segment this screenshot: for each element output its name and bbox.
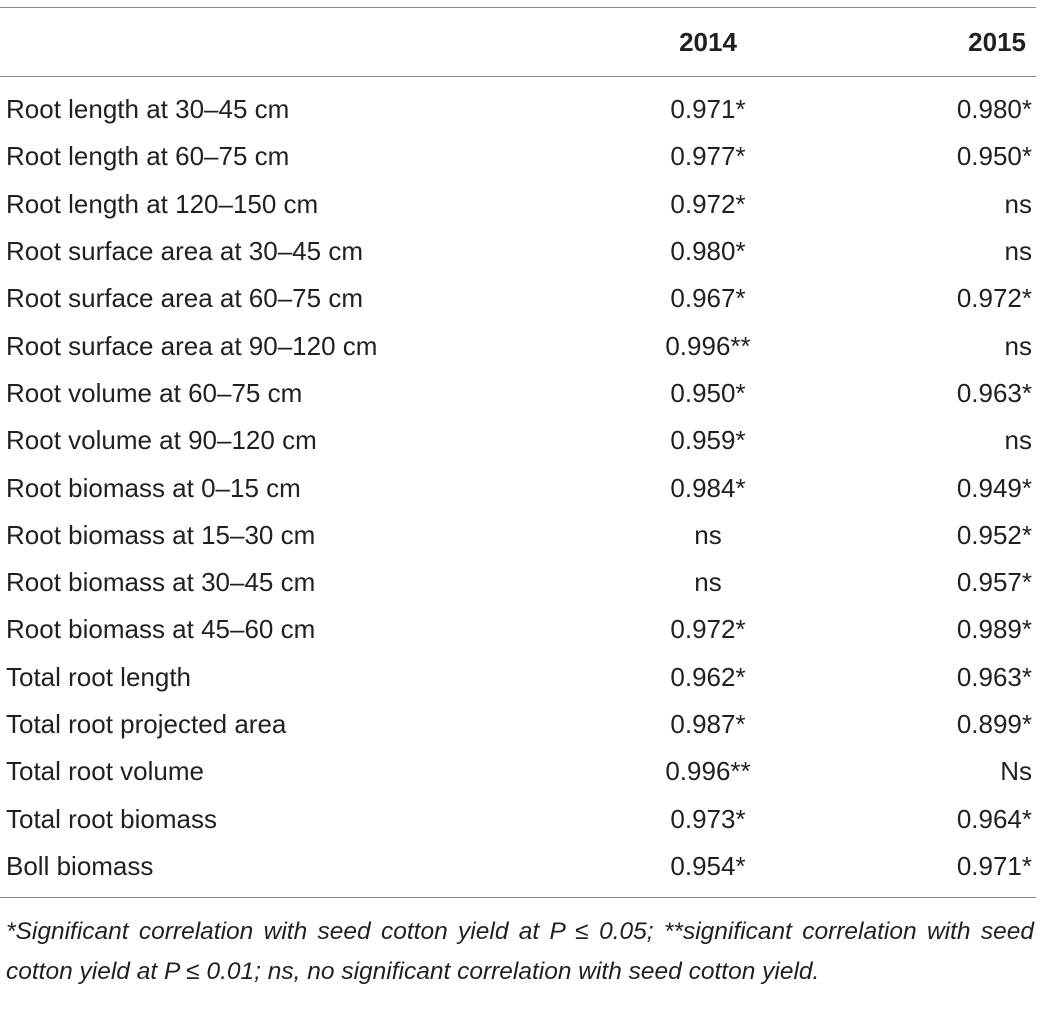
- header-row: [0, 8, 1036, 76]
- value-2014: 0.973*: [670, 803, 746, 834]
- value-2014: 0.980*: [670, 236, 746, 267]
- value-2014: 0.987*: [670, 709, 746, 739]
- value-2014: ns: [694, 519, 722, 550]
- table-footnote: *Significant correlation with seed cotton yield at P ≤ 0.05; **significant correlation with seed cotton yield at P ≤ 0.01; ns, no significant correlation with seed cotton yield.: [6, 918, 1034, 985]
- value-2014: 0.972*: [670, 188, 746, 219]
- value-2015: 0.989*: [956, 614, 1032, 645]
- value-2015: 0.952*: [956, 519, 1032, 550]
- row-label: Root biomass at 30–45 cm: [6, 567, 316, 598]
- value-2015: 0.964*: [956, 803, 1032, 834]
- value-2014: 0.977*: [670, 141, 746, 172]
- value-2015: Ns: [1000, 756, 1032, 787]
- value-2014: 0.950*: [670, 377, 746, 408]
- row-label: Root biomass at 15–30 cm: [6, 519, 316, 550]
- row-label: Root volume at 90–120 cm: [6, 425, 317, 456]
- header-2015: 2015: [968, 26, 1026, 57]
- value-2015: ns: [1004, 330, 1032, 361]
- value-2015: 0.957*: [956, 567, 1032, 598]
- row-label: Root surface area at 60–75 cm: [6, 283, 363, 314]
- row-label: Root surface area at 30–45 cm: [6, 236, 363, 267]
- table-row: [0, 795, 1036, 842]
- table-row: [0, 417, 1036, 464]
- value-2014: 0.959*: [670, 425, 746, 456]
- value-2014: 0.971*: [670, 94, 746, 125]
- value-2014: 0.972*: [670, 614, 746, 645]
- value-2015: 0.963*: [956, 661, 1032, 692]
- row-label: Root length at 60–75 cm: [6, 141, 290, 172]
- row-label: Root surface area at 90–120 cm: [6, 330, 378, 361]
- row-label: Total root biomass: [6, 803, 217, 834]
- value-2014: 0.962*: [670, 661, 746, 692]
- row-label: Boll biomass: [6, 850, 154, 881]
- value-2014: 0.967*: [670, 283, 746, 314]
- bottom-rule: [0, 897, 1036, 898]
- row-label: Root length at 120–150 cm: [6, 188, 319, 219]
- row-label: Root biomass at 45–60 cm: [6, 614, 316, 645]
- table-row: [0, 512, 1036, 559]
- value-2015: ns: [1004, 236, 1032, 267]
- value-2014: 0.954*: [670, 850, 746, 881]
- value-2014: 0.996**: [665, 756, 751, 787]
- table-row: [0, 228, 1036, 275]
- value-2015: 0.972*: [956, 283, 1032, 314]
- row-label: Total root length: [6, 661, 192, 692]
- table-row: [0, 370, 1036, 417]
- value-2015: ns: [1004, 188, 1032, 219]
- header-label: [0, 8, 560, 76]
- value-2015: 0.971*: [956, 850, 1032, 881]
- value-2014: ns: [694, 567, 722, 598]
- table-row: [0, 76, 1036, 133]
- row-label: Root volume at 60–75 cm: [6, 377, 303, 408]
- row-label: Total root projected area: [6, 709, 287, 739]
- value-2015: 0.899*: [956, 709, 1032, 739]
- value-2015: 0.963*: [956, 377, 1032, 408]
- value-2015: 0.950*: [956, 141, 1032, 172]
- table-row: [0, 322, 1036, 369]
- table-row: [0, 843, 1036, 890]
- value-2015: ns: [1004, 425, 1032, 456]
- value-2014: 0.996**: [665, 330, 751, 361]
- header-2014: 2014: [679, 26, 737, 57]
- table-row: [0, 606, 1036, 653]
- value-2015: 0.949*: [956, 472, 1032, 503]
- table-row: [0, 654, 1036, 701]
- row-label: Root biomass at 0–15 cm: [6, 472, 301, 503]
- value-2015: 0.980*: [956, 94, 1032, 125]
- table-row: [0, 559, 1036, 606]
- value-2014: 0.984*: [670, 472, 746, 503]
- table-row: [0, 464, 1036, 511]
- table-row: [0, 181, 1036, 228]
- table-row: [0, 701, 1036, 748]
- row-label: Root length at 30–45 cm: [6, 94, 290, 125]
- table-row: [0, 275, 1036, 322]
- table-row: [0, 748, 1036, 795]
- correlation-table: [0, 8, 1036, 890]
- table-row: [0, 133, 1036, 180]
- row-label: Total root volume: [6, 756, 204, 787]
